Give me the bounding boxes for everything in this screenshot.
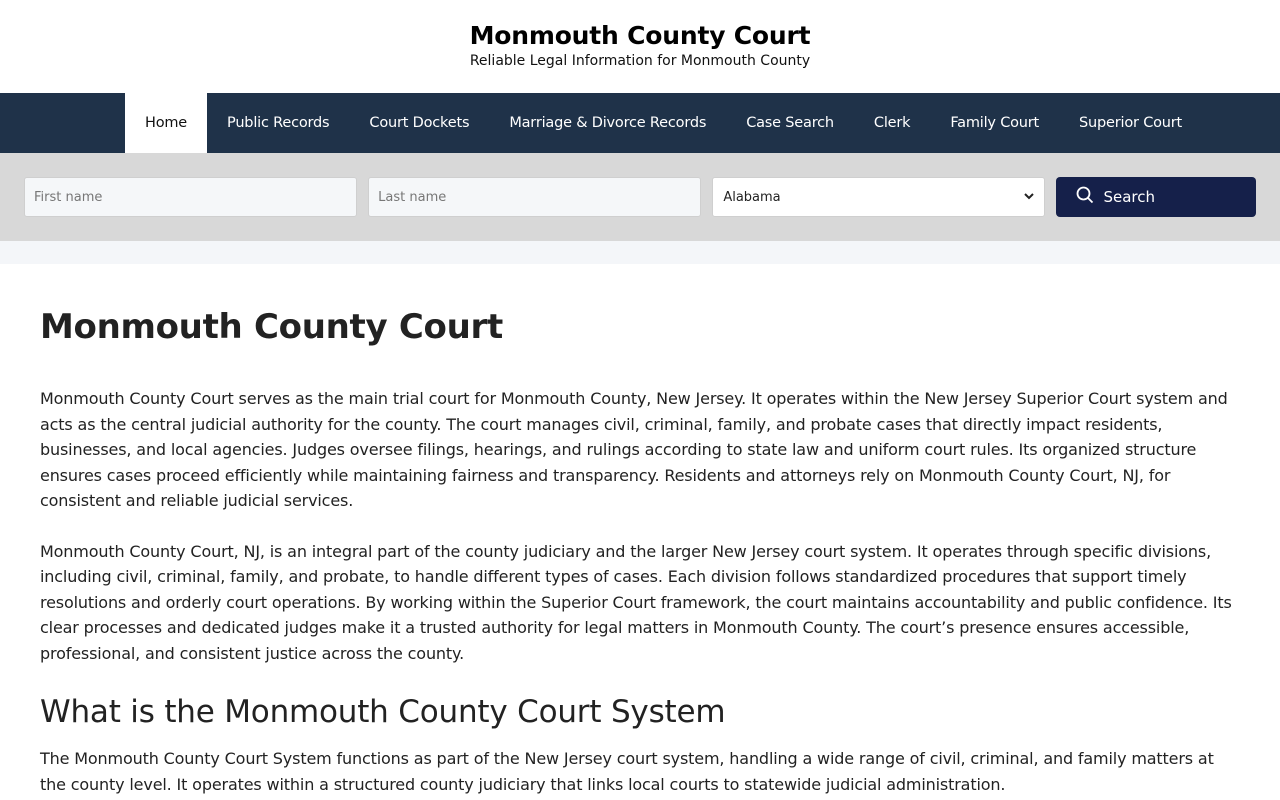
state-select-value: Alabama xyxy=(723,189,781,205)
site-title[interactable]: Monmouth County Court xyxy=(469,21,811,50)
first-name-input[interactable] xyxy=(24,177,357,217)
nav-item-clerk[interactable]: Clerk xyxy=(873,115,911,131)
section-divider xyxy=(0,241,1280,264)
search-bar xyxy=(0,153,1280,241)
section-paragraph: The Monmouth County Court System functions as part of the New Jersey court system, handling a wide range of civil, criminal, and family matters at the county level. It operates within a structured county judiciary that links local courts to statewide judicial administration. xyxy=(40,749,1214,794)
last-name-input[interactable] xyxy=(368,177,701,217)
search-icon xyxy=(1076,186,1094,208)
nav-item-home[interactable]: Home xyxy=(125,93,207,153)
intro-paragraph-2: Monmouth County Court, NJ, is an integral part of the county judiciary and the larger New Jersey court system. It operates through specific divisions, including civil, criminal, family, and probate, to handle different types of cases. Each division follows standardized procedures that support timely resolutions and orderly court operations. By working within the Superior Court framework, the court maintains accountability and public confidence. Its clear processes and dedicated judges make it a trusted authority for legal matters in Monmouth County. The court’s presence ensures accessible, professional, and consistent justice across the county. xyxy=(40,541,1232,663)
search-button-label: Search xyxy=(1103,188,1156,206)
nav-item-case-search[interactable]: Case Search xyxy=(746,115,834,131)
search-button[interactable] xyxy=(1056,177,1256,217)
nav-item-public-records[interactable]: Public Records xyxy=(227,115,330,131)
nav-item-court-dockets[interactable]: Court Dockets xyxy=(369,115,470,131)
nav-item-marriage-divorce-records[interactable]: Marriage & Divorce Records xyxy=(509,115,707,131)
chevron-down-icon xyxy=(1024,192,1034,203)
section-title: What is the Monmouth County Court System xyxy=(40,694,726,730)
page-title: Monmouth County Court xyxy=(40,307,503,347)
site-tagline: Reliable Legal Information for Monmouth County xyxy=(469,53,811,69)
main-content xyxy=(0,306,1280,800)
main-nav xyxy=(0,93,1280,153)
state-select[interactable] xyxy=(712,177,1045,217)
nav-item-superior-court[interactable]: Superior Court xyxy=(1079,115,1183,131)
intro-paragraph-1: Monmouth County Court serves as the main trial court for Monmouth County, New Jersey. It operates within the New Jersey Superior Court system and acts as the central judicial authority for the county. The court manages civil, criminal, family, and probate cases that directly impact residents, businesses, and local agencies. Judges oversee filings, hearings, and rulings according to state law and uniform court rules. Its organized structure ensures cases proceed efficiently while maintaining fairness and transparency. Residents and attorneys rely on Monmouth County Court, NJ, for consistent and reliable judicial services. xyxy=(40,389,1228,510)
nav-item-family-court[interactable]: Family Court xyxy=(950,115,1040,131)
site-header xyxy=(0,0,1280,93)
